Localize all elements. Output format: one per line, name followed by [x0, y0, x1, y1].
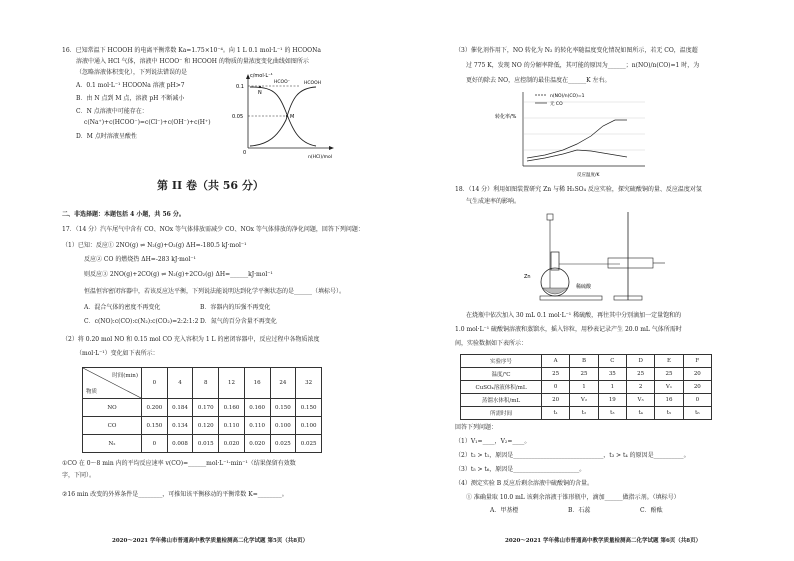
- table17-cell: 0.160: [244, 399, 270, 417]
- table-row: [83, 417, 322, 435]
- q16-option-d: D．M 点时溶液呈酸性: [76, 133, 137, 140]
- table18-cell: V₂: [570, 394, 598, 407]
- q18-sub3: （3）t₅ > t₆，原因是______________________。: [455, 466, 586, 473]
- table17-corner: [83, 368, 142, 399]
- fig16-curve-hcoo: HCOO⁻: [274, 80, 290, 85]
- q16-stem-2: 溶液中通入 HCl 气体，溶液中 HCOO⁻ 和 HCOOH 的物质的量浓度变化曲线如图所示: [76, 58, 309, 65]
- table18-head: E: [655, 355, 683, 368]
- conversion-chart: [495, 88, 665, 178]
- q16-option-c-eq: c(Na⁺)+c(HCOO⁻)=c(Cl⁻)+c(OH⁻)+c(H⁺): [84, 119, 211, 126]
- q18-option-c: C．酚酞: [640, 507, 663, 514]
- table18-head: D: [626, 355, 654, 368]
- label-dilute-acid: 稀硫酸: [576, 284, 592, 290]
- table17-cell: 0.120: [193, 417, 219, 435]
- table17-cell: 0.020: [244, 435, 270, 453]
- q17-sub1: ①CO 在 0～8 min 内的平均反应速率 v(CO)=______mol·L⁻¹·min⁻¹（结果保留有效数: [62, 460, 296, 467]
- table18-head: F: [683, 355, 711, 368]
- q18-data-table: [460, 354, 712, 420]
- table18-cell: 1: [598, 381, 626, 394]
- table18-cell: V₃: [626, 394, 654, 407]
- q18-stem-1: 18．（14 分）利用如图装置研究 Zn 与稀 H₂SO₄ 反应实验，探究硫酸铜的量、反应温度对氢: [455, 186, 702, 193]
- nonchoice-heading: 二、非选择题：本题包括 4 小题，共 56 分。: [62, 211, 185, 218]
- q17-sub1-b: 字，下同）。: [62, 472, 96, 479]
- table18-cell: 19: [598, 394, 626, 407]
- table18-cell: 20: [542, 394, 570, 407]
- fig16-y-0.05: 0.05: [232, 114, 244, 120]
- table18-cell: t₄: [626, 407, 654, 420]
- q18-sub1: （1）V₁=____，V₂=____。: [455, 438, 531, 445]
- q18-method-1: 在烧瓶中依次加入 30 mL 0.1 mol·L⁻¹ 稀硫酸，再往其中分别滴加一定量饱和的: [466, 312, 682, 319]
- table17-cell: 0.200: [142, 399, 168, 417]
- table17-cell: 0.150: [142, 417, 168, 435]
- table18-cell: 25: [626, 368, 654, 381]
- table18-cell: 1: [570, 381, 598, 394]
- q17-option-a: A．混合气体的密度不再变化: [84, 304, 161, 311]
- table17-time-head: 时间(min): [112, 373, 138, 379]
- table-row: [83, 435, 322, 453]
- table17-cell: 0.008: [167, 435, 193, 453]
- fig16-origin: 0: [243, 150, 247, 156]
- table17-cell: 0.020: [219, 435, 245, 453]
- table18-head: B: [570, 355, 598, 368]
- chart-legend-1: n(NO)/n(CO)=1: [550, 94, 585, 99]
- table18-cell: 0: [542, 381, 570, 394]
- q16-option-c: C．N 点溶液中可能存在：: [76, 108, 148, 115]
- table-row: [461, 407, 712, 420]
- table17-cell: 0.170: [193, 399, 219, 417]
- table17-time: 24: [270, 368, 296, 399]
- q18-method-3: 间，实验数据如下表所示：: [455, 340, 528, 347]
- table17-cell: 0.100: [296, 417, 322, 435]
- fig16-ylabel: c/mol·L⁻¹: [250, 73, 273, 79]
- table17-time: 12: [219, 368, 245, 399]
- table18-cell: 20: [683, 381, 711, 394]
- q18-method-2: 1.0 mol·L⁻¹ 硫酸铜溶液和蒸馏水，摇入锌粒，用秒表记录产生 20.0 mL 气体所需时: [455, 326, 682, 333]
- table17-cell: 0.160: [219, 399, 245, 417]
- label-zn: Zn: [524, 274, 531, 280]
- q16-stem-1: 16．已知常温下 HCOOH 的电离平衡常数 Ka=1.75×10⁻⁴。向 1 L 0.1 mol·L⁻¹ 的 HCOONa: [62, 47, 321, 54]
- table18-cell: 所需时间: [461, 407, 542, 420]
- table17-time: 4: [167, 368, 193, 399]
- table17-time: 0: [142, 368, 168, 399]
- table17-cell: 0.134: [167, 417, 193, 435]
- section-title: 第 II 卷（共 56 分）: [157, 179, 264, 192]
- table18-cell: t₃: [598, 407, 626, 420]
- q17-part1-ask: 恒温恒容密闭容器中，若该反应达平衡，下列说法能说明达到化学平衡状态的是______（填标号）。: [84, 288, 346, 295]
- q18-sub4: （4）测定实验 B 反应后剩余溶液中硫酸铜的含量。: [455, 480, 594, 487]
- q17-part3-l3: 更好的除去 NO，应控制的最佳温度在______K 左右。: [466, 77, 611, 84]
- table17-cell: 0.025: [296, 435, 322, 453]
- q16-stem-3: （忽略溶液体积变化），下列说法错误的是: [76, 69, 188, 76]
- table17-cell: 0.184: [167, 399, 193, 417]
- table18-cell: V₁: [655, 381, 683, 394]
- table18-cell: 35: [598, 368, 626, 381]
- left-footer: 2020～2021 学年佛山市普通高中教学质量检测高二化学试题 第5页（共8页）: [112, 538, 309, 544]
- table17-cell: 0.150: [270, 399, 296, 417]
- table18-cell: t₁: [542, 407, 570, 420]
- table18-cell: t₂: [570, 407, 598, 420]
- apparatus-figure: [510, 208, 680, 304]
- fig16-point-n: N: [258, 90, 262, 96]
- q17-part2-stem: （2）将 0.20 mol NO 和 0.15 mol CO 充入容积为 1 L 的密闭容器中，反应过程中各物质浓度: [62, 336, 320, 343]
- q17-part1-r1: （1）已知：反应① 2NO(g) ⇌ N₂(g)+O₂(g) ΔH=-180.5 kJ·mol⁻¹: [62, 242, 247, 249]
- table17-species: CO: [83, 417, 142, 435]
- table17-cell: 0.110: [244, 417, 270, 435]
- q17-part3-l1: （3）催化剂作用下，NO 转化为 N₂ 的转化率随温度变化情况如图所示，若无 CO，温度超: [455, 47, 698, 54]
- fig16-point-m: M: [290, 114, 295, 120]
- table-row: [461, 394, 712, 407]
- table-row: [83, 399, 322, 417]
- table17-cell: 0.110: [219, 417, 245, 435]
- q17-stem: 17．（14 分）汽车尾气中含有 CO、NOx 等气体排放需减少 CO、NOx 等气体排放的净化问题，回答下列问题：: [62, 226, 364, 233]
- table18-cell: 25: [542, 368, 570, 381]
- table17-cell: 0.150: [296, 399, 322, 417]
- table18-cell: 20: [683, 368, 711, 381]
- q18-sub2: （2）t₂ > t₁，原因是______________________________，t₃ > t₄ 的原因是__________。: [455, 452, 690, 459]
- q17-option-d: D．氮气的百分含量不再变化: [200, 318, 277, 325]
- table17-time: 8: [193, 368, 219, 399]
- table17-species-head: 物质: [86, 389, 98, 395]
- chart-xlabel: 反应温度/K: [577, 173, 600, 178]
- table18-head: C: [598, 355, 626, 368]
- chart-ylabel: 转化率/%: [495, 114, 517, 120]
- chart-legend-2: 无 CO: [550, 102, 563, 107]
- table18-cell: CuSO₄溶液体积/mL: [461, 381, 542, 394]
- right-footer: 2020～2021 学年佛山市普通高中教学质量检测高二化学试题 第6页（共8页）: [505, 538, 702, 544]
- fig16-curve-hcooh: HCOOH: [304, 81, 321, 86]
- q18-stem-2: 气生成速率的影响。: [466, 198, 521, 205]
- q16-option-b: B．由 N 点到 M 点，溶液 pH 不断减小: [76, 95, 185, 102]
- q17-sub2: ②16 min 改变的外界条件是________，可推知该平衡移动的平衡常数 K=________。: [62, 491, 288, 498]
- table17-cell: 0.025: [270, 435, 296, 453]
- table18-cell: t₅: [655, 407, 683, 420]
- table-row: [461, 368, 712, 381]
- table17-time: 32: [296, 368, 322, 399]
- q17-option-c: C．c(NO):c(CO):c(N₂):c(CO₂)=2:2:1:2: [84, 318, 199, 325]
- q18-answer-heading: 回答下列问题：: [455, 424, 498, 431]
- q17-option-b: B．容器内的压强不再变化: [200, 304, 271, 311]
- table17-species: N₂: [83, 435, 142, 453]
- table18-cell: 0: [683, 394, 711, 407]
- q16-option-a: A．0.1 mol·L⁻¹ HCOONa 溶液 pH>7: [76, 82, 185, 89]
- q17-part1-r3: 则反应③ 2NO(g)+2CO(g) ⇌ N₂(g)+2CO₂(g) ΔH=______kJ·mol⁻¹: [84, 271, 273, 278]
- fig16-y-0.1: 0.1: [236, 84, 244, 90]
- q17-part3-l2: 过 775 K，发现 NO 的分解率降低，其可能的原因为______；n(NO)/n(CO)=1 时，为: [466, 62, 700, 69]
- table18-cell: 16: [655, 394, 683, 407]
- q16-concentration-figure: [228, 70, 338, 160]
- q17-part1-r2: 反应② CO 的燃烧热 ΔH=-283 kJ·mol⁻¹: [84, 256, 196, 263]
- q18-option-b: B．石蕊: [568, 507, 591, 514]
- q17-data-table: [82, 367, 322, 453]
- table17-cell: 0: [142, 435, 168, 453]
- fig16-xlabel: n(HCl)/mol: [308, 155, 333, 160]
- table18-head: 实验序号: [461, 355, 542, 368]
- q18-option-a: A．甲基橙: [490, 507, 519, 514]
- table18-cell: t₆: [683, 407, 711, 420]
- table17-time: 16: [244, 368, 270, 399]
- table17-species: NO: [83, 399, 142, 417]
- q17-part2-stem-2: （mol·L⁻¹）变化如下表所示：: [76, 350, 159, 357]
- table18-cell: 2: [626, 381, 654, 394]
- table18-cell: 25: [570, 368, 598, 381]
- table17-cell: 0.015: [193, 435, 219, 453]
- table-row: [461, 381, 712, 394]
- table18-cell: 温度/℃: [461, 368, 542, 381]
- table18-cell: 25: [655, 368, 683, 381]
- table-row: [461, 355, 712, 368]
- table18-head: A: [542, 355, 570, 368]
- table17-cell: 0.100: [270, 417, 296, 435]
- table18-cell: 蒸馏水体积/mL: [461, 394, 542, 407]
- q18-sub4-1: ① 准确量取 10.0 mL 该剩余溶液于锥形瓶中，滴加______做指示剂。（填标号）: [466, 494, 680, 501]
